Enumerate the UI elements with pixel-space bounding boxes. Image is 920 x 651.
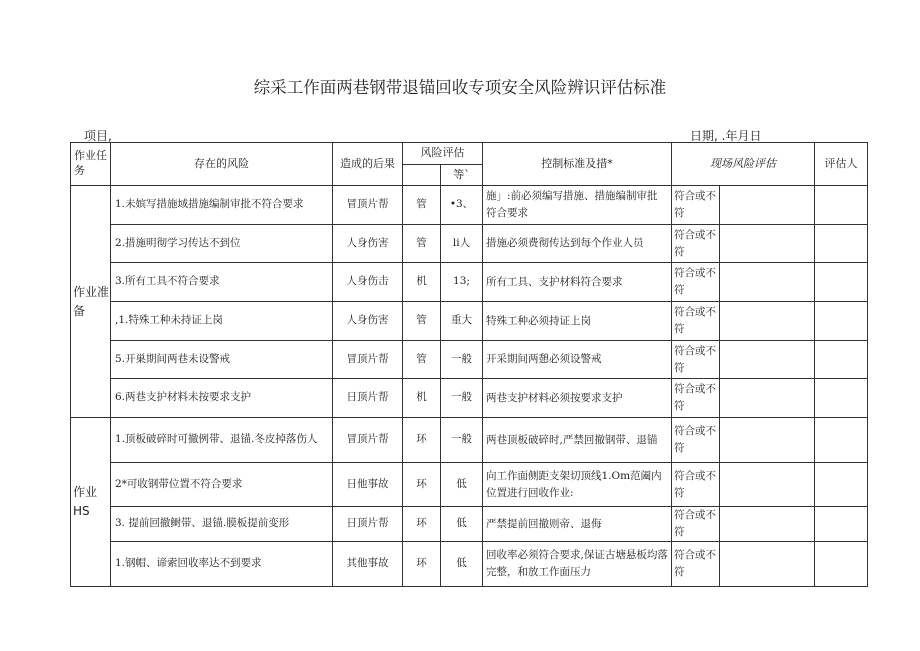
measure-cell: 两巷顶板破碎时,严禁回撤钢带、退锚 [483, 418, 672, 463]
consequence-cell: 人身伤击 [333, 263, 403, 302]
onsite-blank-cell [720, 186, 815, 225]
risk-type-cell: 管 [403, 341, 441, 379]
consequence-cell: 其他事故 [333, 542, 403, 587]
risk-level-cell: 重大 [441, 302, 483, 341]
header-measure: 控制标准及措* [483, 143, 672, 186]
assessor-cell [815, 341, 868, 379]
table-row [71, 542, 868, 587]
table-row [71, 263, 868, 302]
table-row [71, 418, 868, 463]
risk-cell: ,1.特殊工种未持证上岗 [111, 302, 333, 341]
measure-cell: 两巷支护材料必须按要求支护 [483, 379, 672, 418]
onsite-blank-cell [720, 507, 815, 542]
consequence-cell: 人身伤害 [333, 302, 403, 341]
header-risk: 存在的风险 [111, 143, 333, 186]
consequence-cell: 人身伤害 [333, 225, 403, 263]
assessor-cell [815, 186, 868, 225]
risk-cell: 2*可收钢带位置不符合要求 [111, 463, 333, 507]
risk-assessment-table [70, 142, 868, 587]
table-row [71, 379, 868, 418]
consequence-cell: 冒顶片帮 [333, 341, 403, 379]
assessment-cell: 符合或不符 [672, 263, 720, 302]
measure-cell: 向工作面侧距支架切顶线1.Om范阖内位置进行回收作业: [483, 463, 672, 507]
assessment-cell: 符合或不符 [672, 418, 720, 463]
consequence-cell: 冒顶片帮 [333, 186, 403, 225]
measure-cell: 回收率必须符合要求,保证古塘悬板均落完整，和放工作面压力 [483, 542, 672, 587]
table-header-row [71, 143, 868, 165]
consequence-cell: 日顶片帮 [333, 379, 403, 418]
risk-level-cell: 13; [441, 263, 483, 302]
onsite-blank-cell [720, 542, 815, 587]
measure-cell: 施」:前必须编写措施、措施编制审批符合要求 [483, 186, 672, 225]
assessment-cell: 符合或不符 [672, 379, 720, 418]
header-stage: 作业任务 [71, 143, 111, 186]
date-label: 日期, .年月日 [690, 129, 762, 143]
measure-cell: 严禁提前回撤则帝、退侮 [483, 507, 672, 542]
risk-level-cell: 低 [441, 542, 483, 587]
risk-level-cell: 低 [441, 463, 483, 507]
risk-type-cell: 机 [403, 379, 441, 418]
assessment-cell: 符合或不符 [672, 225, 720, 263]
consequence-cell: 日顶片帮 [333, 507, 403, 542]
project-label: 项目, [84, 129, 112, 143]
consequence-cell: 冒顶片帮 [333, 418, 403, 463]
table-row [71, 507, 868, 542]
risk-cell: 2.措施明彻学习传达不到位 [111, 225, 333, 263]
assessor-cell [815, 507, 868, 542]
assessor-cell [815, 379, 868, 418]
assessor-cell [815, 418, 868, 463]
stage-cell: 作业HS [71, 418, 111, 587]
onsite-blank-cell [720, 341, 815, 379]
assessor-cell [815, 463, 868, 507]
risk-level-cell: 一般 [441, 341, 483, 379]
risk-type-cell: 环 [403, 542, 441, 587]
risk-cell: 3.所有工具不符合要求 [111, 263, 333, 302]
table-row [71, 341, 868, 379]
header-onsite-assessment: 现场风险评估 [672, 143, 815, 186]
risk-cell: 5.开巣期间两巷未设警戒 [111, 341, 333, 379]
risk-type-cell: 管 [403, 186, 441, 225]
assessment-cell: 符合或不符 [672, 463, 720, 507]
onsite-blank-cell [720, 379, 815, 418]
onsite-blank-cell [720, 418, 815, 463]
measure-cell: 特殊工种必须持证上岗 [483, 302, 672, 341]
onsite-blank-cell [720, 302, 815, 341]
document-title: 综采工作面两巷钢带退锚回收专项安全风险辨识评估标准 [253, 78, 667, 97]
risk-cell: 1.顶板破碎时可撤例带、退锚.冬皮掉落伤人 [111, 418, 333, 463]
risk-type-cell: 环 [403, 463, 441, 507]
risk-type-cell: 环 [403, 418, 441, 463]
risk-type-cell: 环 [403, 507, 441, 542]
assessment-cell: 符合或不符 [672, 507, 720, 542]
assessor-cell [815, 302, 868, 341]
assessor-cell [815, 542, 868, 587]
risk-type-cell: 管 [403, 302, 441, 341]
onsite-blank-cell [720, 263, 815, 302]
risk-cell: 6.两巷支护材料未按要求支护 [111, 379, 333, 418]
table-row [71, 225, 868, 263]
table-row [71, 463, 868, 507]
risk-level-cell: 一般 [441, 418, 483, 463]
header-eval-level: 等` [441, 165, 483, 186]
stage-cell: 作业准备 [71, 186, 111, 418]
header-consequence: 造成的后果 [333, 143, 403, 186]
risk-level-cell: 低 [441, 507, 483, 542]
assessment-cell: 符合或不符 [672, 341, 720, 379]
risk-cell: 3. 提前回撤鲥带、退锚.膜板提前变形 [111, 507, 333, 542]
consequence-cell: 日他事故 [333, 463, 403, 507]
measure-cell: 开采期间两憩必须设警戒 [483, 341, 672, 379]
assessment-cell: 符合或不符 [672, 542, 720, 587]
risk-level-cell: li人 [441, 225, 483, 263]
risk-type-cell: 管 [403, 225, 441, 263]
risk-level-cell: •3、 [441, 186, 483, 225]
table-row [71, 302, 868, 341]
risk-cell: 1.未嫔写措施域措施编制审批不符合要求 [111, 186, 333, 225]
risk-cell: 1.钢帽、谛索回收率达不到要求 [111, 542, 333, 587]
measure-cell: 措施必须费彻传达到每个作业人员 [483, 225, 672, 263]
assessment-cell: 符合或不符 [672, 186, 720, 225]
measure-cell: 所有工具、支护材料符合要求 [483, 263, 672, 302]
onsite-blank-cell [720, 463, 815, 507]
header-risk-eval: 风险评估 [403, 143, 483, 165]
risk-type-cell: 机 [403, 263, 441, 302]
onsite-blank-cell [720, 225, 815, 263]
risk-level-cell: 一般 [441, 379, 483, 418]
assessor-cell [815, 225, 868, 263]
assessment-cell: 符合或不符 [672, 302, 720, 341]
header-eval-type [403, 165, 441, 186]
table-row [71, 186, 868, 225]
header-assessor: 评估人 [815, 143, 868, 186]
assessor-cell [815, 263, 868, 302]
